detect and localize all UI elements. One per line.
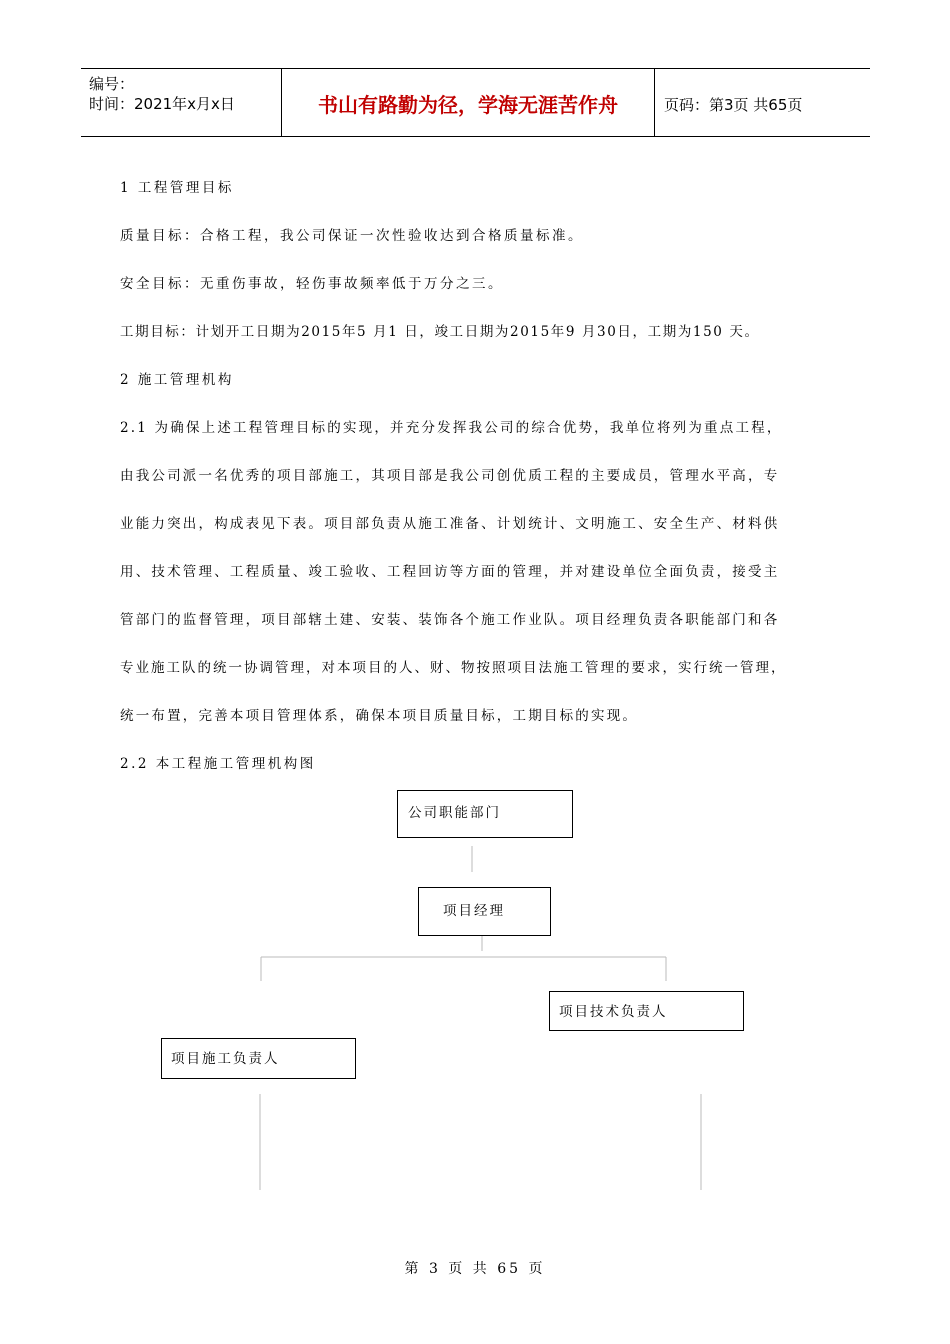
org-box-technical-lead — [549, 991, 744, 1031]
org-box-construction-lead — [161, 1038, 356, 1079]
document-time-label: 时间：2021年x月x日 — [89, 95, 235, 113]
section-title-organization: 2 施工管理机构 — [120, 372, 234, 388]
safety-goal-text: 安全目标：无重伤事故，轻伤事故频率低于万分之三。 — [120, 276, 504, 292]
paragraph-line: 统一布置，完善本项目管理体系，确保本项目质量目标，工期目标的实现。 — [120, 708, 639, 724]
org-box-label: 项目技术负责人 — [559, 1004, 668, 1020]
paragraph-line: 专业施工队的统一协调管理，对本项目的人、财、物按照项目法施工管理的要求，实行统一管理， — [120, 660, 787, 676]
paragraph-line: 2.1 为确保上述工程管理目标的实现，并充分发挥我公司的综合优势，我单位将列为重点工程， — [120, 420, 783, 436]
org-box-project-manager — [418, 887, 551, 936]
paragraph-line: 用、技术管理、工程质量、竣工验收、工程回访等方面的管理，并对建设单位全面负责，接受主 — [120, 564, 780, 580]
paragraph-line: 业能力突出，构成表见下表。项目部负责从施工准备、计划统计、文明施工、安全生产、材料供 — [120, 516, 780, 532]
org-box-label: 公司职能部门 — [408, 805, 501, 821]
header-motto: 书山有路勤为径，学海无涯苦作舟 — [318, 93, 618, 117]
org-box-company-departments — [397, 790, 573, 838]
chart-caption: 2.2 本工程施工管理机构图 — [120, 756, 316, 772]
schedule-goal-text: 工期目标：计划开工日期为2015年5 月1 日，竣工日期为2015年9 月30日，工期为150 天。 — [120, 324, 760, 340]
page-footer: 第 3 页 共 65 页 — [404, 1261, 546, 1277]
quality-goal-text: 质量目标：合格工程，我公司保证一次性验收达到合格质量标准。 — [120, 228, 584, 244]
paragraph-line: 由我公司派一名优秀的项目部施工，其项目部是我公司创优质工程的主要成员，管理水平高，专 — [120, 468, 780, 484]
header-page-info: 页码：第3页 共65页 — [664, 96, 803, 114]
org-box-label: 项目经理 — [443, 903, 505, 919]
paragraph-line: 管部门的监督管理，项目部辖土建、安装、装饰各个施工作业队。项目经理负责各职能部门和各 — [120, 612, 780, 628]
section-title-goals: 1 工程管理目标 — [120, 180, 234, 196]
org-box-label: 项目施工负责人 — [171, 1051, 280, 1067]
document-number-label: 编号： — [89, 75, 135, 93]
